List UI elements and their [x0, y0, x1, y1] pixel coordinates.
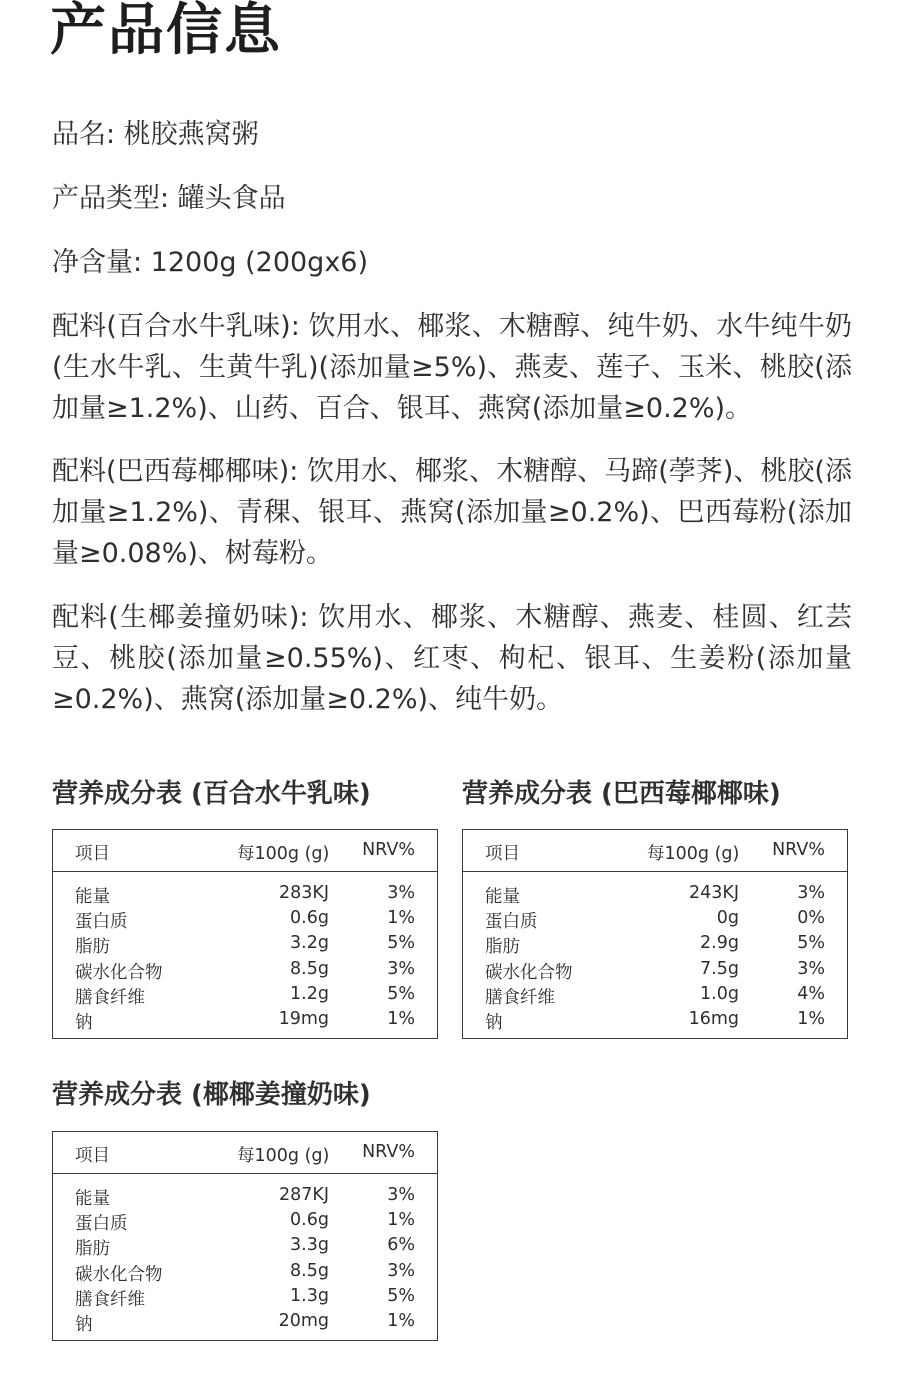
nutrient-nrv: 1% [387, 1210, 415, 1231]
nutrient-nrv: 3% [797, 958, 825, 979]
header-item: 项目 [75, 1146, 110, 1166]
table-row [53, 931, 437, 956]
nutrient-nrv: 3% [387, 1185, 415, 1205]
nutrient-name: 能量 [485, 887, 520, 907]
table-row [53, 906, 437, 931]
nutrient-value: 20mg [278, 1310, 329, 1331]
nutrient-name: 脂肪 [75, 937, 110, 958]
table-header [53, 830, 437, 872]
nutrient-value: 1.2g [290, 983, 329, 1004]
nutrition-title-2: 营养成分表 (巴西莓椰椰味) [462, 779, 781, 809]
nutrient-value: 0.6g [290, 1210, 329, 1231]
header-per-100g: 每100g (g) [647, 844, 740, 864]
nutrition-table-2 [462, 829, 848, 1039]
table-header [463, 830, 847, 872]
nutrition-title-1: 营养成分表 (百合水牛乳味) [52, 779, 371, 809]
product-name: 品名: 桃胶燕窝粥 [52, 119, 259, 150]
header-per-100g: 每100g (g) [237, 844, 330, 864]
nutrient-name: 碳水化合物 [75, 1264, 163, 1285]
header-nrv: NRV% [362, 1142, 415, 1162]
nutrient-nrv: 1% [387, 1008, 415, 1029]
nutrient-value: 0g [716, 908, 739, 929]
nutrition-table-3 [52, 1131, 438, 1341]
table-row [53, 1259, 437, 1284]
nutrient-value: 2.9g [700, 933, 739, 954]
nutrient-nrv: 3% [387, 958, 415, 979]
nutrient-nrv: 5% [387, 1285, 415, 1306]
nutrient-value: 16mg [688, 1008, 739, 1029]
table-row [53, 1284, 437, 1309]
nutrient-name: 钠 [485, 1012, 503, 1033]
table-row [463, 906, 847, 931]
nutrient-name: 钠 [75, 1012, 93, 1033]
header-item: 项目 [485, 844, 520, 864]
nutrient-name: 蛋白质 [75, 912, 128, 933]
nutrient-nrv: 3% [387, 1260, 415, 1281]
nutrient-value: 19mg [278, 1008, 329, 1029]
nutrient-value: 1.3g [290, 1285, 329, 1306]
nutrient-value: 8.5g [290, 1260, 329, 1281]
nutrient-name: 能量 [75, 887, 110, 907]
nutrient-nrv: 5% [797, 933, 825, 954]
net-content: 净含量: 1200g (200gx6) [52, 247, 369, 278]
header-nrv: NRV% [772, 840, 825, 860]
nutrient-nrv: 1% [387, 908, 415, 929]
nutrient-value: 243KJ [688, 883, 739, 903]
nutrient-name: 蛋白质 [75, 1214, 128, 1235]
nutrient-value: 0.6g [290, 908, 329, 929]
nutrient-value: 287KJ [278, 1185, 329, 1205]
nutrient-name: 脂肪 [485, 937, 520, 958]
nutrient-name: 能量 [75, 1189, 110, 1209]
table-row [53, 881, 437, 906]
nutrient-nrv: 5% [387, 933, 415, 954]
nutrient-nrv: 5% [387, 983, 415, 1004]
ingredients-lily-buffalo-milk: 配料(百合水牛乳味): 饮用水、椰浆、木糖醇、纯牛奶、水牛纯牛奶(生水牛乳、生黄牛乳)(添加量≥5%)、燕麦、莲子、玉米、桃胶(添加量≥1.2%)、山药、百合、银耳、燕窝(添加量≥0.2%)。 [52, 311, 852, 424]
nutrient-nrv: 6% [387, 1235, 415, 1256]
nutrient-name: 碳水化合物 [485, 962, 573, 983]
nutrient-value: 1.0g [700, 983, 739, 1004]
nutrient-value: 8.5g [290, 958, 329, 979]
nutrient-name: 蛋白质 [485, 912, 538, 933]
nutrient-name: 膳食纤维 [485, 987, 555, 1008]
nutrient-value: 7.5g [700, 958, 739, 979]
nutrient-name: 脂肪 [75, 1239, 110, 1260]
nutrient-name: 钠 [75, 1314, 93, 1335]
nutrition-title-3: 营养成分表 (椰椰姜撞奶味) [52, 1080, 371, 1110]
header-item: 项目 [75, 844, 110, 864]
nutrient-nrv: 1% [387, 1310, 415, 1331]
nutrient-value: 3.3g [290, 1235, 329, 1256]
table-row [463, 1007, 847, 1032]
nutrient-nrv: 4% [797, 983, 825, 1004]
table-row [53, 957, 437, 982]
table-row [53, 1309, 437, 1334]
table-header [53, 1132, 437, 1174]
nutrient-nrv: 3% [797, 883, 825, 903]
page-title: 产品信息 [50, 0, 282, 63]
table-row [53, 1233, 437, 1258]
nutrient-nrv: 1% [797, 1008, 825, 1029]
table-row [463, 982, 847, 1007]
nutrient-nrv: 3% [387, 883, 415, 903]
nutrient-name: 碳水化合物 [75, 962, 163, 983]
nutrient-nrv: 0% [797, 908, 825, 929]
header-per-100g: 每100g (g) [237, 1146, 330, 1166]
table-row [53, 982, 437, 1007]
ingredients-coconut-ginger-milk: 配料(生椰姜撞奶味): 饮用水、椰浆、木糖醇、燕麦、桂圆、红芸豆、桃胶(添加量≥0.55%)、红枣、枸杞、银耳、生姜粉(添加量≥0.2%)、燕窝(添加量≥0.2%)、纯牛奶。 [52, 602, 852, 715]
header-nrv: NRV% [362, 840, 415, 860]
nutrition-table-1 [52, 829, 438, 1039]
nutrient-value: 283KJ [278, 883, 329, 903]
table-row [53, 1208, 437, 1233]
table-row [463, 881, 847, 906]
nutrient-name: 膳食纤维 [75, 987, 145, 1008]
nutrient-name: 膳食纤维 [75, 1289, 145, 1310]
product-type: 产品类型: 罐头食品 [52, 183, 286, 214]
table-row [53, 1183, 437, 1208]
table-row [53, 1007, 437, 1032]
table-row [463, 957, 847, 982]
nutrient-value: 3.2g [290, 933, 329, 954]
ingredients-acai-coconut: 配料(巴西莓椰椰味): 饮用水、椰浆、木糖醇、马蹄(荸荠)、桃胶(添加量≥1.2%)、青稞、银耳、燕窝(添加量≥0.2%)、巴西莓粉(添加量≥0.08%)、树莓粉。 [52, 456, 852, 569]
table-row [463, 931, 847, 956]
